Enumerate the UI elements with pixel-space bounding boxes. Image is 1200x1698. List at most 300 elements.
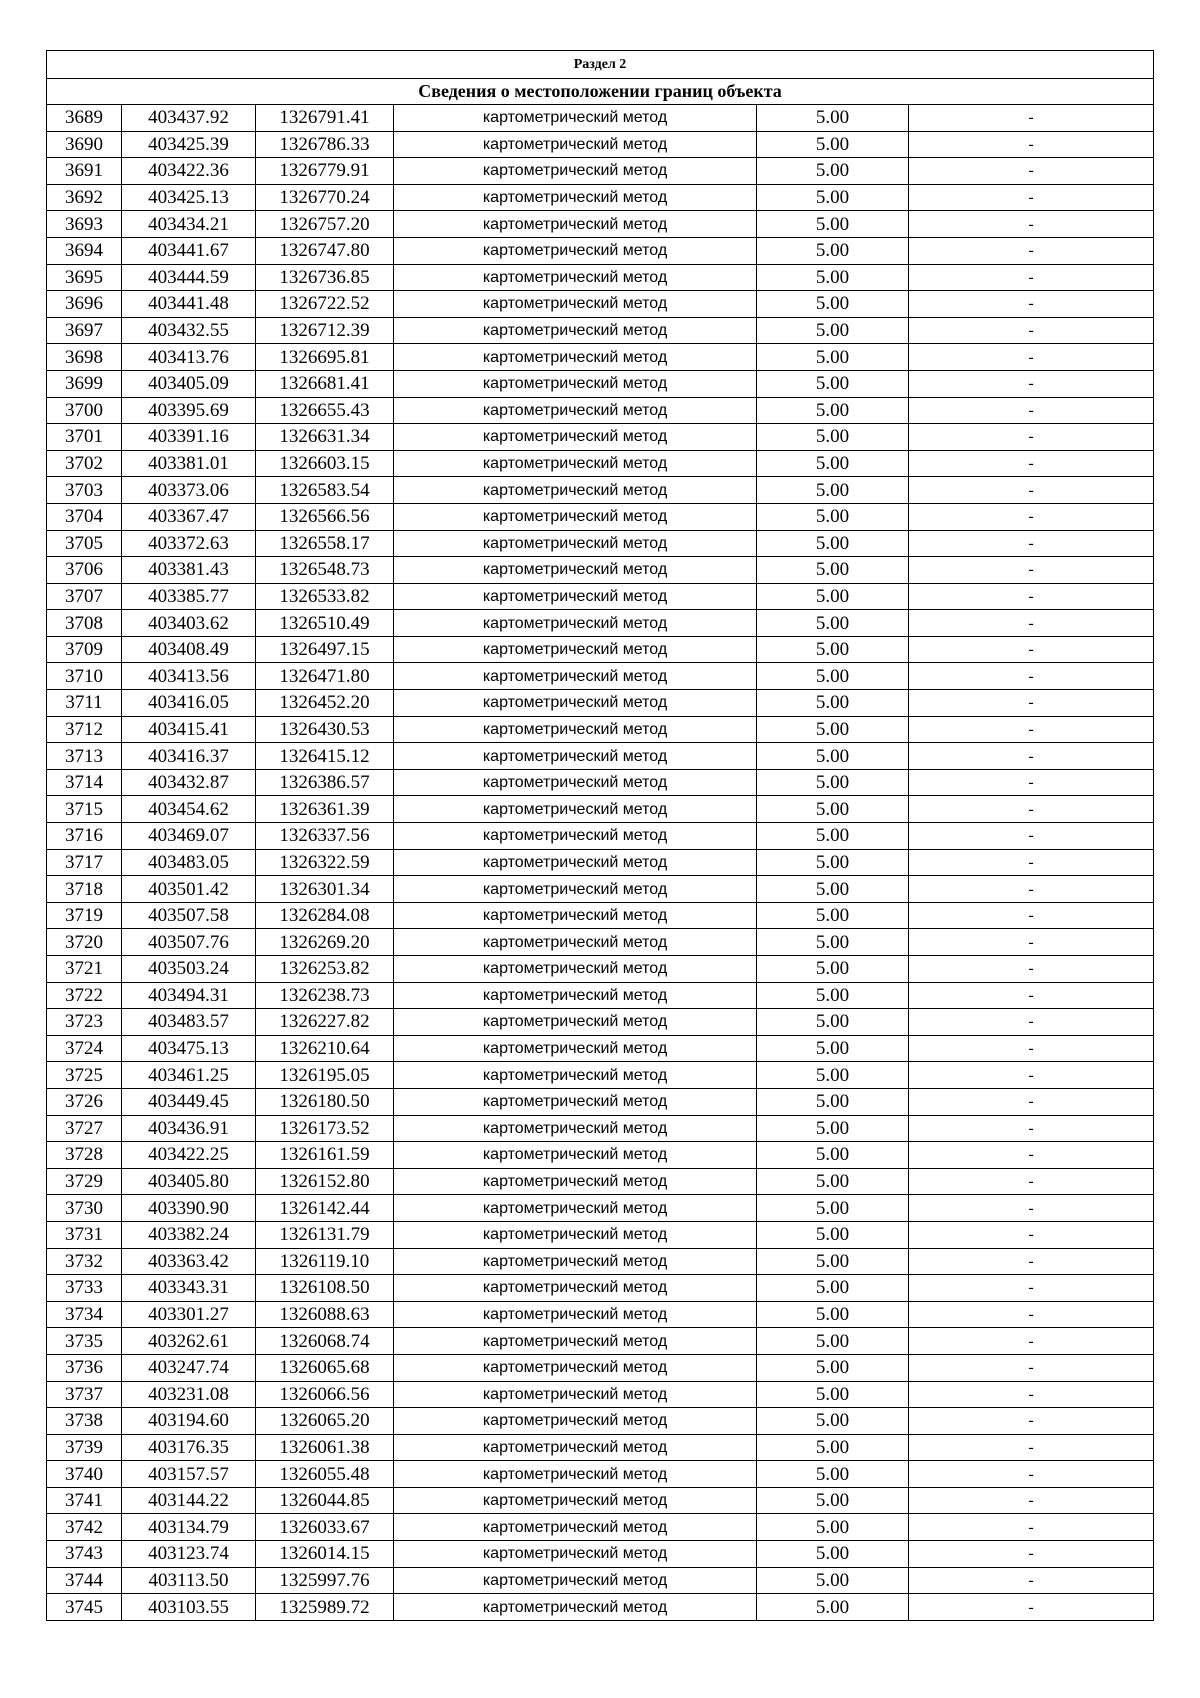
method-cell: картометрический метод: [394, 743, 757, 770]
accuracy-cell: 5.00: [757, 424, 909, 451]
note-cell: -: [909, 503, 1154, 530]
y-coordinate-cell: 1326722.52: [256, 291, 394, 318]
table-row: [47, 1434, 1154, 1461]
x-coordinate-cell: 403262.61: [122, 1328, 256, 1355]
y-coordinate-cell: 1326548.73: [256, 557, 394, 584]
y-coordinate-cell: 1326603.15: [256, 450, 394, 477]
y-coordinate-cell: 1326238.73: [256, 982, 394, 1009]
y-coordinate-cell: 1326195.05: [256, 1062, 394, 1089]
x-coordinate-cell: 403134.79: [122, 1514, 256, 1541]
note-cell: -: [909, 982, 1154, 1009]
note-cell: -: [909, 1541, 1154, 1568]
y-coordinate-cell: 1326119.10: [256, 1248, 394, 1275]
accuracy-cell: 5.00: [757, 450, 909, 477]
method-cell: картометрический метод: [394, 956, 757, 983]
table-row: [47, 1567, 1154, 1594]
y-coordinate-cell: 1326284.08: [256, 902, 394, 929]
x-coordinate-cell: 403231.08: [122, 1381, 256, 1408]
table-row: [47, 769, 1154, 796]
x-coordinate-cell: 403432.87: [122, 769, 256, 796]
point-number-cell: 3726: [47, 1088, 122, 1115]
table-row: [47, 1328, 1154, 1355]
accuracy-cell: 5.00: [757, 1461, 909, 1488]
x-coordinate-cell: 403469.07: [122, 823, 256, 850]
method-cell: картометрический метод: [394, 370, 757, 397]
table-row: [47, 1248, 1154, 1275]
accuracy-cell: 5.00: [757, 370, 909, 397]
table-row: [47, 1088, 1154, 1115]
y-coordinate-cell: 1326736.85: [256, 264, 394, 291]
method-cell: картометрический метод: [394, 849, 757, 876]
table-row: [47, 982, 1154, 1009]
method-cell: картометрический метод: [394, 1275, 757, 1302]
point-number-cell: 3691: [47, 158, 122, 185]
y-coordinate-cell: 1326068.74: [256, 1328, 394, 1355]
method-cell: картометрический метод: [394, 1195, 757, 1222]
y-coordinate-cell: 1326695.81: [256, 344, 394, 371]
method-cell: картометрический метод: [394, 716, 757, 743]
accuracy-cell: 5.00: [757, 1248, 909, 1275]
point-number-cell: 3736: [47, 1354, 122, 1381]
method-cell: картометрический метод: [394, 1168, 757, 1195]
y-coordinate-cell: 1326152.80: [256, 1168, 394, 1195]
note-cell: -: [909, 477, 1154, 504]
y-coordinate-cell: 1326791.41: [256, 105, 394, 132]
title-row: [47, 79, 1154, 105]
accuracy-cell: 5.00: [757, 1328, 909, 1355]
x-coordinate-cell: 403381.01: [122, 450, 256, 477]
accuracy-cell: 5.00: [757, 716, 909, 743]
y-coordinate-cell: 1326055.48: [256, 1461, 394, 1488]
table-row: [47, 503, 1154, 530]
table-row: [47, 344, 1154, 371]
y-coordinate-cell: 1326566.56: [256, 503, 394, 530]
y-coordinate-cell: 1326088.63: [256, 1301, 394, 1328]
method-cell: картометрический метод: [394, 1408, 757, 1435]
note-cell: -: [909, 1328, 1154, 1355]
accuracy-cell: 5.00: [757, 184, 909, 211]
note-cell: -: [909, 397, 1154, 424]
note-cell: -: [909, 929, 1154, 956]
x-coordinate-cell: 403413.56: [122, 663, 256, 690]
note-cell: -: [909, 583, 1154, 610]
method-cell: картометрический метод: [394, 1354, 757, 1381]
accuracy-cell: 5.00: [757, 1275, 909, 1302]
accuracy-cell: 5.00: [757, 1062, 909, 1089]
point-number-cell: 3717: [47, 849, 122, 876]
table-row: [47, 1514, 1154, 1541]
accuracy-cell: 5.00: [757, 849, 909, 876]
x-coordinate-cell: 403405.80: [122, 1168, 256, 1195]
method-cell: картометрический метод: [394, 690, 757, 717]
point-number-cell: 3739: [47, 1434, 122, 1461]
note-cell: -: [909, 1009, 1154, 1036]
note-cell: -: [909, 1487, 1154, 1514]
x-coordinate-cell: 403405.09: [122, 370, 256, 397]
point-number-cell: 3712: [47, 716, 122, 743]
y-coordinate-cell: 1326712.39: [256, 317, 394, 344]
x-coordinate-cell: 403434.21: [122, 211, 256, 238]
y-coordinate-cell: 1326210.64: [256, 1035, 394, 1062]
table-row: [47, 716, 1154, 743]
note-cell: -: [909, 796, 1154, 823]
table-row: [47, 663, 1154, 690]
x-coordinate-cell: 403390.90: [122, 1195, 256, 1222]
point-number-cell: 3732: [47, 1248, 122, 1275]
accuracy-cell: 5.00: [757, 902, 909, 929]
table-row: [47, 929, 1154, 956]
point-number-cell: 3735: [47, 1328, 122, 1355]
point-number-cell: 3733: [47, 1275, 122, 1302]
method-cell: картометрический метод: [394, 530, 757, 557]
method-cell: картометрический метод: [394, 982, 757, 1009]
y-coordinate-cell: 1326065.68: [256, 1354, 394, 1381]
table-row: [47, 131, 1154, 158]
table-row: [47, 1062, 1154, 1089]
note-cell: -: [909, 264, 1154, 291]
note-cell: -: [909, 636, 1154, 663]
method-cell: картометрический метод: [394, 929, 757, 956]
y-coordinate-cell: 1326415.12: [256, 743, 394, 770]
y-coordinate-cell: 1326747.80: [256, 237, 394, 264]
x-coordinate-cell: 403475.13: [122, 1035, 256, 1062]
note-cell: -: [909, 610, 1154, 637]
point-number-cell: 3723: [47, 1009, 122, 1036]
note-cell: -: [909, 530, 1154, 557]
note-cell: -: [909, 902, 1154, 929]
method-cell: картометрический метод: [394, 1115, 757, 1142]
note-cell: -: [909, 663, 1154, 690]
accuracy-cell: 5.00: [757, 1088, 909, 1115]
table-row: [47, 610, 1154, 637]
accuracy-cell: 5.00: [757, 211, 909, 238]
x-coordinate-cell: 403301.27: [122, 1301, 256, 1328]
x-coordinate-cell: 403413.76: [122, 344, 256, 371]
x-coordinate-cell: 403363.42: [122, 1248, 256, 1275]
y-coordinate-cell: 1326301.34: [256, 876, 394, 903]
accuracy-cell: 5.00: [757, 982, 909, 1009]
x-coordinate-cell: 403194.60: [122, 1408, 256, 1435]
note-cell: -: [909, 1168, 1154, 1195]
table-row: [47, 743, 1154, 770]
method-cell: картометрический метод: [394, 557, 757, 584]
accuracy-cell: 5.00: [757, 743, 909, 770]
note-cell: -: [909, 131, 1154, 158]
accuracy-cell: 5.00: [757, 583, 909, 610]
y-coordinate-cell: 1326681.41: [256, 370, 394, 397]
point-number-cell: 3701: [47, 424, 122, 451]
note-cell: -: [909, 184, 1154, 211]
point-number-cell: 3744: [47, 1567, 122, 1594]
table-row: [47, 1221, 1154, 1248]
point-number-cell: 3731: [47, 1221, 122, 1248]
accuracy-cell: 5.00: [757, 1594, 909, 1621]
note-cell: -: [909, 211, 1154, 238]
note-cell: -: [909, 1062, 1154, 1089]
x-coordinate-cell: 403449.45: [122, 1088, 256, 1115]
method-cell: картометрический метод: [394, 1248, 757, 1275]
method-cell: картометрический метод: [394, 450, 757, 477]
table-row: [47, 530, 1154, 557]
table-row: [47, 636, 1154, 663]
point-number-cell: 3742: [47, 1514, 122, 1541]
method-cell: картометрический метод: [394, 610, 757, 637]
point-number-cell: 3745: [47, 1594, 122, 1621]
point-number-cell: 3713: [47, 743, 122, 770]
table-row: [47, 211, 1154, 238]
point-number-cell: 3689: [47, 105, 122, 132]
x-coordinate-cell: 403103.55: [122, 1594, 256, 1621]
table-row: [47, 1354, 1154, 1381]
point-number-cell: 3724: [47, 1035, 122, 1062]
note-cell: -: [909, 690, 1154, 717]
x-coordinate-cell: 403507.58: [122, 902, 256, 929]
y-coordinate-cell: 1326471.80: [256, 663, 394, 690]
note-cell: -: [909, 344, 1154, 371]
accuracy-cell: 5.00: [757, 158, 909, 185]
accuracy-cell: 5.00: [757, 636, 909, 663]
section-heading: Раздел 2: [47, 51, 1154, 79]
x-coordinate-cell: 403382.24: [122, 1221, 256, 1248]
note-cell: -: [909, 769, 1154, 796]
table-row: [47, 397, 1154, 424]
method-cell: картометрический метод: [394, 158, 757, 185]
y-coordinate-cell: 1326497.15: [256, 636, 394, 663]
y-coordinate-cell: 1326631.34: [256, 424, 394, 451]
method-cell: картометрический метод: [394, 397, 757, 424]
y-coordinate-cell: 1326180.50: [256, 1088, 394, 1115]
table-row: [47, 1408, 1154, 1435]
y-coordinate-cell: 1326655.43: [256, 397, 394, 424]
note-cell: -: [909, 424, 1154, 451]
point-number-cell: 3720: [47, 929, 122, 956]
method-cell: картометрический метод: [394, 131, 757, 158]
x-coordinate-cell: 403247.74: [122, 1354, 256, 1381]
accuracy-cell: 5.00: [757, 397, 909, 424]
accuracy-cell: 5.00: [757, 1168, 909, 1195]
note-cell: -: [909, 1248, 1154, 1275]
method-cell: картометрический метод: [394, 583, 757, 610]
y-coordinate-cell: 1326161.59: [256, 1142, 394, 1169]
x-coordinate-cell: 403408.49: [122, 636, 256, 663]
y-coordinate-cell: 1326779.91: [256, 158, 394, 185]
table-row: [47, 450, 1154, 477]
table-row: [47, 370, 1154, 397]
accuracy-cell: 5.00: [757, 1487, 909, 1514]
table-row: [47, 105, 1154, 132]
point-number-cell: 3697: [47, 317, 122, 344]
table-row: [47, 1461, 1154, 1488]
method-cell: картометрический метод: [394, 1142, 757, 1169]
x-coordinate-cell: 403507.76: [122, 929, 256, 956]
table-title: Сведения о местоположении границ объекта: [47, 79, 1154, 105]
method-cell: картометрический метод: [394, 1567, 757, 1594]
point-number-cell: 3728: [47, 1142, 122, 1169]
accuracy-cell: 5.00: [757, 1115, 909, 1142]
note-cell: -: [909, 1275, 1154, 1302]
point-number-cell: 3699: [47, 370, 122, 397]
table-row: [47, 1275, 1154, 1302]
note-cell: -: [909, 291, 1154, 318]
table-row: [47, 1301, 1154, 1328]
accuracy-cell: 5.00: [757, 477, 909, 504]
method-cell: картометрический метод: [394, 1514, 757, 1541]
y-coordinate-cell: 1326533.82: [256, 583, 394, 610]
point-number-cell: 3734: [47, 1301, 122, 1328]
accuracy-cell: 5.00: [757, 690, 909, 717]
point-number-cell: 3727: [47, 1115, 122, 1142]
y-coordinate-cell: 1326322.59: [256, 849, 394, 876]
method-cell: картометрический метод: [394, 823, 757, 850]
note-cell: -: [909, 1115, 1154, 1142]
point-number-cell: 3696: [47, 291, 122, 318]
x-coordinate-cell: 403176.35: [122, 1434, 256, 1461]
point-number-cell: 3740: [47, 1461, 122, 1488]
note-cell: -: [909, 876, 1154, 903]
table-row: [47, 876, 1154, 903]
accuracy-cell: 5.00: [757, 1142, 909, 1169]
y-coordinate-cell: 1326786.33: [256, 131, 394, 158]
point-number-cell: 3690: [47, 131, 122, 158]
accuracy-cell: 5.00: [757, 344, 909, 371]
method-cell: картометрический метод: [394, 317, 757, 344]
note-cell: -: [909, 1594, 1154, 1621]
method-cell: картометрический метод: [394, 1541, 757, 1568]
point-number-cell: 3703: [47, 477, 122, 504]
x-coordinate-cell: 403157.57: [122, 1461, 256, 1488]
method-cell: картометрический метод: [394, 1088, 757, 1115]
table-row: [47, 264, 1154, 291]
accuracy-cell: 5.00: [757, 1195, 909, 1222]
table-row: [47, 557, 1154, 584]
table-row: [47, 237, 1154, 264]
method-cell: картометрический метод: [394, 636, 757, 663]
y-coordinate-cell: 1326770.24: [256, 184, 394, 211]
x-coordinate-cell: 403437.92: [122, 105, 256, 132]
table-row: [47, 1541, 1154, 1568]
y-coordinate-cell: 1326510.49: [256, 610, 394, 637]
accuracy-cell: 5.00: [757, 105, 909, 132]
x-coordinate-cell: 403425.13: [122, 184, 256, 211]
table-row: [47, 1594, 1154, 1621]
note-cell: -: [909, 450, 1154, 477]
x-coordinate-cell: 403436.91: [122, 1115, 256, 1142]
x-coordinate-cell: 403373.06: [122, 477, 256, 504]
x-coordinate-cell: 403503.24: [122, 956, 256, 983]
method-cell: картометрический метод: [394, 184, 757, 211]
table-row: [47, 317, 1154, 344]
method-cell: картометрический метод: [394, 105, 757, 132]
table-row: [47, 796, 1154, 823]
y-coordinate-cell: 1326173.52: [256, 1115, 394, 1142]
point-number-cell: 3692: [47, 184, 122, 211]
method-cell: картометрический метод: [394, 264, 757, 291]
method-cell: картометрический метод: [394, 663, 757, 690]
method-cell: картометрический метод: [394, 424, 757, 451]
y-coordinate-cell: 1326361.39: [256, 796, 394, 823]
method-cell: картометрический метод: [394, 503, 757, 530]
y-coordinate-cell: 1326065.20: [256, 1408, 394, 1435]
x-coordinate-cell: 403113.50: [122, 1567, 256, 1594]
method-cell: картометрический метод: [394, 902, 757, 929]
point-number-cell: 3730: [47, 1195, 122, 1222]
table-row: [47, 184, 1154, 211]
y-coordinate-cell: 1326131.79: [256, 1221, 394, 1248]
x-coordinate-cell: 403367.47: [122, 503, 256, 530]
x-coordinate-cell: 403381.43: [122, 557, 256, 584]
x-coordinate-cell: 403385.77: [122, 583, 256, 610]
point-number-cell: 3704: [47, 503, 122, 530]
note-cell: -: [909, 743, 1154, 770]
note-cell: -: [909, 1035, 1154, 1062]
point-number-cell: 3729: [47, 1168, 122, 1195]
point-number-cell: 3694: [47, 237, 122, 264]
point-number-cell: 3705: [47, 530, 122, 557]
boundary-table: [46, 50, 1154, 1621]
y-coordinate-cell: 1326269.20: [256, 929, 394, 956]
note-cell: -: [909, 1354, 1154, 1381]
y-coordinate-cell: 1326033.67: [256, 1514, 394, 1541]
accuracy-cell: 5.00: [757, 530, 909, 557]
accuracy-cell: 5.00: [757, 769, 909, 796]
method-cell: картометрический метод: [394, 1381, 757, 1408]
method-cell: картометрический метод: [394, 1594, 757, 1621]
point-number-cell: 3743: [47, 1541, 122, 1568]
table-row: [47, 1168, 1154, 1195]
method-cell: картометрический метод: [394, 477, 757, 504]
point-number-cell: 3707: [47, 583, 122, 610]
table-row: [47, 583, 1154, 610]
x-coordinate-cell: 403432.55: [122, 317, 256, 344]
x-coordinate-cell: 403123.74: [122, 1541, 256, 1568]
x-coordinate-cell: 403416.05: [122, 690, 256, 717]
table-row: [47, 477, 1154, 504]
x-coordinate-cell: 403422.36: [122, 158, 256, 185]
table-row: [47, 1487, 1154, 1514]
method-cell: картометрический метод: [394, 1221, 757, 1248]
point-number-cell: 3738: [47, 1408, 122, 1435]
accuracy-cell: 5.00: [757, 264, 909, 291]
y-coordinate-cell: 1326430.53: [256, 716, 394, 743]
accuracy-cell: 5.00: [757, 291, 909, 318]
method-cell: картометрический метод: [394, 1434, 757, 1461]
note-cell: -: [909, 1301, 1154, 1328]
point-number-cell: 3741: [47, 1487, 122, 1514]
accuracy-cell: 5.00: [757, 1514, 909, 1541]
note-cell: -: [909, 1088, 1154, 1115]
method-cell: картометрический метод: [394, 796, 757, 823]
note-cell: -: [909, 716, 1154, 743]
note-cell: -: [909, 370, 1154, 397]
note-cell: -: [909, 956, 1154, 983]
table-row: [47, 1035, 1154, 1062]
note-cell: -: [909, 1221, 1154, 1248]
y-coordinate-cell: 1325989.72: [256, 1594, 394, 1621]
x-coordinate-cell: 403441.48: [122, 291, 256, 318]
method-cell: картометрический метод: [394, 237, 757, 264]
y-coordinate-cell: 1325997.76: [256, 1567, 394, 1594]
x-coordinate-cell: 403415.41: [122, 716, 256, 743]
point-number-cell: 3702: [47, 450, 122, 477]
table-row: [47, 956, 1154, 983]
note-cell: -: [909, 237, 1154, 264]
y-coordinate-cell: 1326227.82: [256, 1009, 394, 1036]
x-coordinate-cell: 403416.37: [122, 743, 256, 770]
point-number-cell: 3695: [47, 264, 122, 291]
accuracy-cell: 5.00: [757, 1354, 909, 1381]
point-number-cell: 3718: [47, 876, 122, 903]
y-coordinate-cell: 1326066.56: [256, 1381, 394, 1408]
